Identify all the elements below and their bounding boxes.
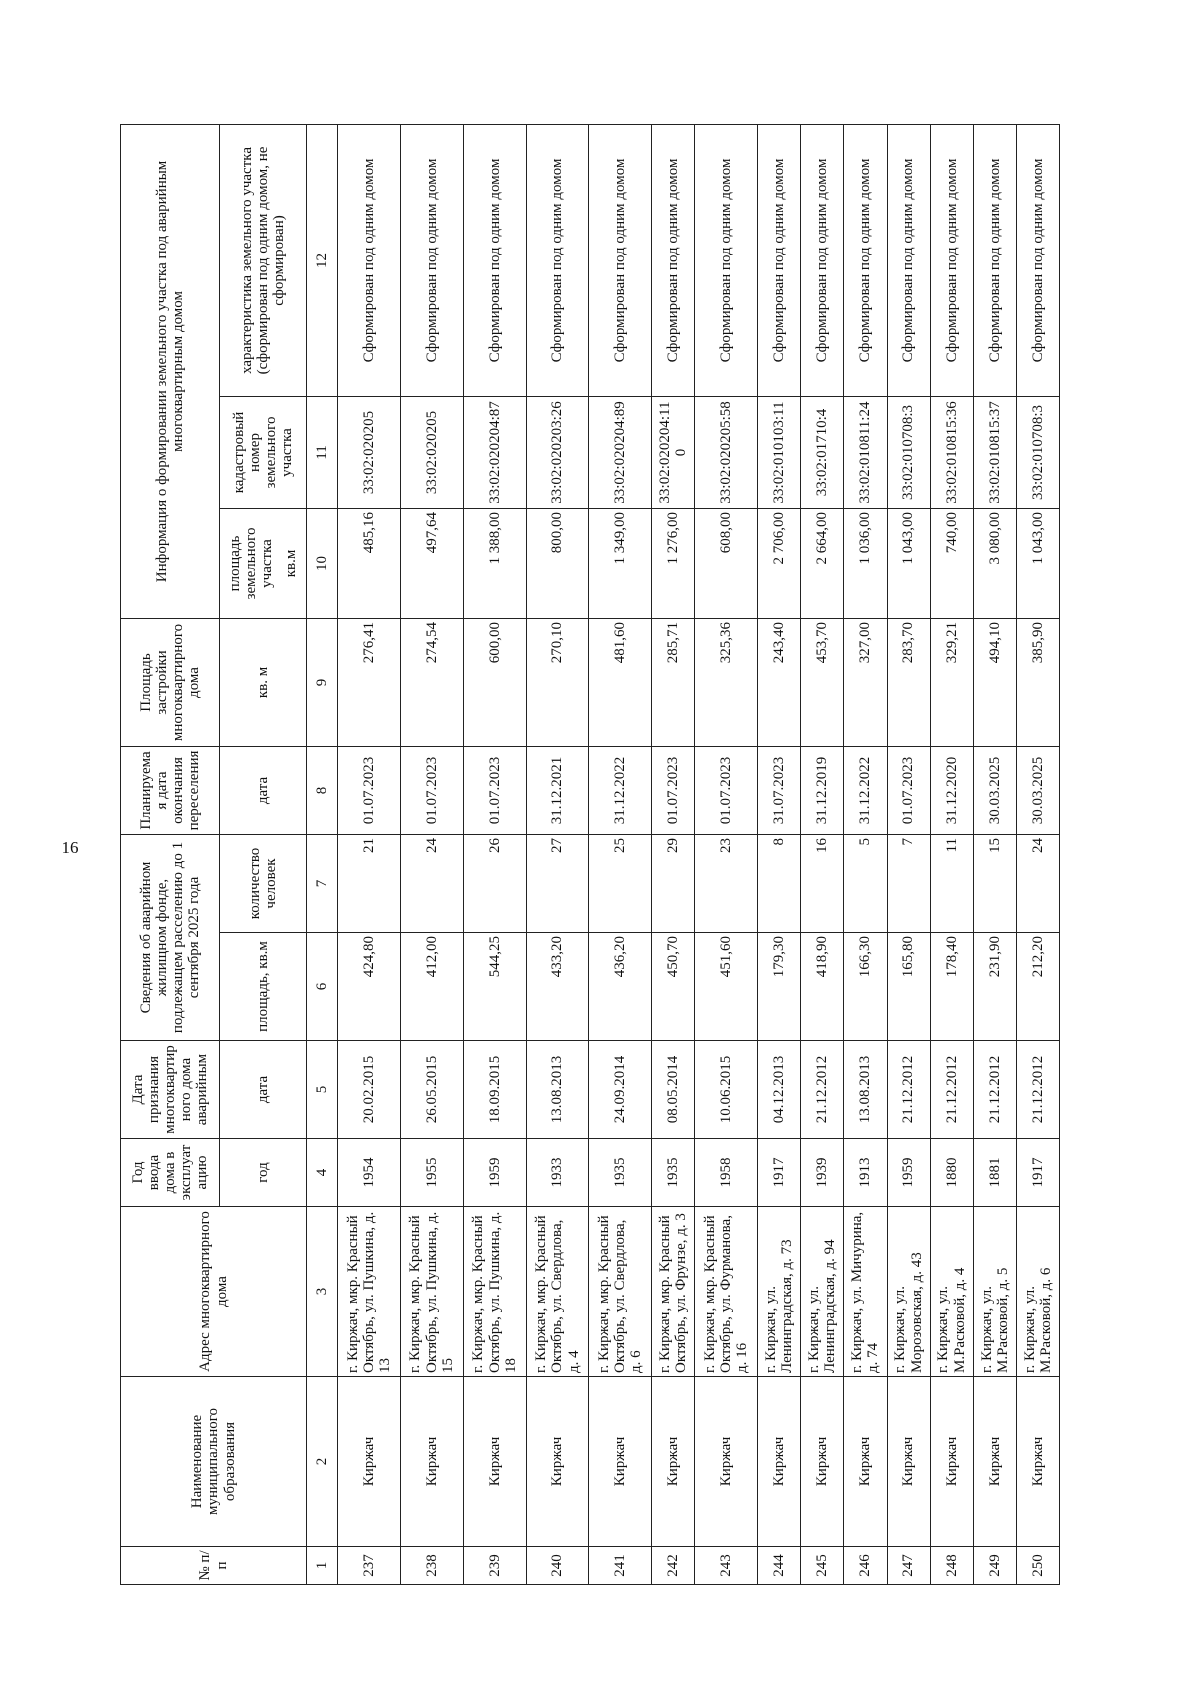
header-no: № п/п bbox=[121, 1547, 307, 1585]
column-number: 2 bbox=[307, 1377, 338, 1547]
page-number: 16 bbox=[61, 838, 79, 857]
column-number: 3 bbox=[307, 1207, 338, 1377]
row-no: 249 bbox=[973, 1547, 1016, 1585]
table-row bbox=[801, 124, 844, 1584]
subheader-people: количество человек bbox=[220, 834, 307, 932]
table-row bbox=[758, 124, 801, 1584]
row-no: 238 bbox=[400, 1547, 463, 1585]
row-land-characteristic: Сформирован под одним домом bbox=[758, 124, 801, 396]
row-year: 1935 bbox=[589, 1139, 652, 1207]
row-relocation-end: 31.12.2019 bbox=[801, 746, 844, 834]
table-row bbox=[400, 124, 463, 1584]
row-people: 24 bbox=[1016, 834, 1059, 932]
row-land-characteristic: Сформирован под одним домом bbox=[526, 124, 589, 396]
subheader-sqm: кв. м bbox=[220, 618, 307, 746]
row-people: 21 bbox=[338, 834, 401, 932]
row-building-area: 329,21 bbox=[930, 618, 973, 746]
row-emergency-area: 544,25 bbox=[463, 933, 526, 1041]
subheader-date: дата bbox=[220, 1041, 307, 1139]
subheader-year: год bbox=[220, 1139, 307, 1207]
table-row bbox=[1016, 124, 1059, 1584]
row-cadastral: 33:02:01710:4 bbox=[801, 396, 844, 508]
header-cadastral: кадастровый номер земельного участка bbox=[220, 396, 307, 508]
row-emergency-area: 179,30 bbox=[758, 933, 801, 1041]
row-recognition-date: 10.06.2015 bbox=[695, 1041, 758, 1139]
column-number: 9 bbox=[307, 618, 338, 746]
row-recognition-date: 21.12.2012 bbox=[1016, 1041, 1059, 1139]
row-address: г. Киржач, мкр. Красный Октябрь, ул. Свердлова, д. 6 bbox=[589, 1207, 652, 1377]
row-relocation-end: 30.03.2025 bbox=[973, 746, 1016, 834]
row-recognition-date: 26.05.2015 bbox=[400, 1041, 463, 1139]
row-municipality: Киржач bbox=[400, 1377, 463, 1547]
row-land-area: 497,64 bbox=[400, 508, 463, 618]
row-land-area: 1 043,00 bbox=[1016, 508, 1059, 618]
row-land-characteristic: Сформирован под одним домом bbox=[801, 124, 844, 396]
row-recognition-date: 21.12.2012 bbox=[801, 1041, 844, 1139]
row-building-area: 276,41 bbox=[338, 618, 401, 746]
row-land-area: 608,00 bbox=[695, 508, 758, 618]
row-building-area: 283,70 bbox=[887, 618, 930, 746]
row-land-area: 1 349,00 bbox=[589, 508, 652, 618]
row-municipality: Киржач bbox=[801, 1377, 844, 1547]
row-address: г. Киржач, мкр. Красный Октябрь, ул. Фрунзе, д. 3 bbox=[652, 1207, 695, 1377]
row-land-characteristic: Сформирован под одним домом bbox=[400, 124, 463, 396]
row-building-area: 327,00 bbox=[844, 618, 887, 746]
row-emergency-area: 450,70 bbox=[652, 933, 695, 1041]
row-cadastral: 33:02:020205:58 bbox=[695, 396, 758, 508]
row-municipality: Киржач bbox=[463, 1377, 526, 1547]
row-emergency-area: 231,90 bbox=[973, 933, 1016, 1041]
row-people: 27 bbox=[526, 834, 589, 932]
row-recognition-date: 21.12.2012 bbox=[973, 1041, 1016, 1139]
table-row bbox=[973, 124, 1016, 1584]
row-emergency-area: 451,60 bbox=[695, 933, 758, 1041]
row-year: 1917 bbox=[1016, 1139, 1059, 1207]
header-recognition-date: Дата признания многоквартирного дома аварийным bbox=[121, 1041, 220, 1139]
row-year: 1958 bbox=[695, 1139, 758, 1207]
row-cadastral: 33:02:010815:37 bbox=[973, 396, 1016, 508]
header-land-group: Информация о формировании земельного участка под аварийным многоквартирным домом bbox=[121, 124, 220, 618]
row-relocation-end: 01.07.2023 bbox=[652, 746, 695, 834]
header-year-built: Год ввода дома в эксплуатацию bbox=[121, 1139, 220, 1207]
column-number: 11 bbox=[307, 396, 338, 508]
row-municipality: Киржач bbox=[930, 1377, 973, 1547]
row-emergency-area: 418,90 bbox=[801, 933, 844, 1041]
row-people: 29 bbox=[652, 834, 695, 932]
row-address: г. Киржач, ул. М.Расковой, д. 4 bbox=[930, 1207, 973, 1377]
row-cadastral: 33:02:010708:3 bbox=[887, 396, 930, 508]
row-no: 244 bbox=[758, 1547, 801, 1585]
row-recognition-date: 21.12.2012 bbox=[887, 1041, 930, 1139]
row-building-area: 481,60 bbox=[589, 618, 652, 746]
row-relocation-end: 01.07.2023 bbox=[338, 746, 401, 834]
row-relocation-end: 31.07.2023 bbox=[758, 746, 801, 834]
row-year: 1881 bbox=[973, 1139, 1016, 1207]
row-land-area: 740,00 bbox=[930, 508, 973, 618]
row-people: 24 bbox=[400, 834, 463, 932]
header-land-area bbox=[220, 508, 307, 618]
row-building-area: 270,10 bbox=[526, 618, 589, 746]
row-municipality: Киржач bbox=[887, 1377, 930, 1547]
row-emergency-area: 424,80 bbox=[338, 933, 401, 1041]
row-land-characteristic: Сформирован под одним домом bbox=[844, 124, 887, 396]
row-address: г. Киржач, мкр. Красный Октябрь, ул. Свердлова, д. 4 bbox=[526, 1207, 589, 1377]
row-land-area: 1 036,00 bbox=[844, 508, 887, 618]
subheader-area: площадь, кв.м bbox=[220, 933, 307, 1041]
row-municipality: Киржач bbox=[844, 1377, 887, 1547]
row-address: г. Киржач, мкр. Красный Октябрь, ул. Фурманова, д. 16 bbox=[695, 1207, 758, 1377]
row-recognition-date: 04.12.2013 bbox=[758, 1041, 801, 1139]
row-no: 247 bbox=[887, 1547, 930, 1585]
row-municipality: Киржач bbox=[652, 1377, 695, 1547]
row-emergency-area: 178,40 bbox=[930, 933, 973, 1041]
row-municipality: Киржач bbox=[973, 1377, 1016, 1547]
row-year: 1935 bbox=[652, 1139, 695, 1207]
column-number: 8 bbox=[307, 746, 338, 834]
header-relocation-end: Планируемая дата окончания переселения bbox=[121, 746, 220, 834]
row-year: 1939 bbox=[801, 1139, 844, 1207]
row-emergency-area: 212,20 bbox=[1016, 933, 1059, 1041]
row-relocation-end: 01.07.2023 bbox=[695, 746, 758, 834]
row-address: г. Киржач, ул. М.Расковой, д. 5 bbox=[973, 1207, 1016, 1377]
header-emergency-group: Сведения об аварийном жилищном фонде, подлежащем расселению до 1 сентября 2025 года bbox=[121, 834, 220, 1040]
row-no: 239 bbox=[463, 1547, 526, 1585]
row-land-characteristic: Сформирован под одним домом bbox=[887, 124, 930, 396]
row-municipality: Киржач bbox=[526, 1377, 589, 1547]
row-building-area: 274,54 bbox=[400, 618, 463, 746]
row-building-area: 385,90 bbox=[1016, 618, 1059, 746]
table-row bbox=[652, 124, 695, 1584]
row-relocation-end: 31.12.2022 bbox=[589, 746, 652, 834]
row-land-area: 2 664,00 bbox=[801, 508, 844, 618]
row-cadastral: 33:02:020203:26 bbox=[526, 396, 589, 508]
row-cadastral: 33:02:010708:3 bbox=[1016, 396, 1059, 508]
row-land-area: 1 043,00 bbox=[887, 508, 930, 618]
header-municipality: Наименование муниципального образования bbox=[121, 1377, 307, 1547]
row-no: 240 bbox=[526, 1547, 589, 1585]
column-number: 12 bbox=[307, 124, 338, 396]
row-recognition-date: 13.08.2013 bbox=[526, 1041, 589, 1139]
row-land-area: 800,00 bbox=[526, 508, 589, 618]
table-row bbox=[589, 124, 652, 1584]
row-year: 1913 bbox=[844, 1139, 887, 1207]
row-land-characteristic: Сформирован под одним домом bbox=[652, 124, 695, 396]
row-address: г. Киржач, ул. Ленинградская, д. 73 bbox=[758, 1207, 801, 1377]
row-relocation-end: 31.12.2021 bbox=[526, 746, 589, 834]
row-land-characteristic: Сформирован под одним домом bbox=[338, 124, 401, 396]
row-land-characteristic: Сформирован под одним домом bbox=[930, 124, 973, 396]
column-number: 10 bbox=[307, 508, 338, 618]
row-address: г. Киржач, ул. Ленинградская, д. 94 bbox=[801, 1207, 844, 1377]
row-address: г. Киржач, мкр. Красный Октябрь, ул. Пушкина, д. 13 bbox=[338, 1207, 401, 1377]
header-address: Адрес многоквартирного дома bbox=[121, 1207, 307, 1377]
row-people: 5 bbox=[844, 834, 887, 932]
row-land-characteristic: Сформирован под одним домом bbox=[1016, 124, 1059, 396]
row-municipality: Киржач bbox=[1016, 1377, 1059, 1547]
row-address: г. Киржач, мкр. Красный Октябрь, ул. Пушкина, д. 18 bbox=[463, 1207, 526, 1377]
row-no: 243 bbox=[695, 1547, 758, 1585]
row-municipality: Киржач bbox=[338, 1377, 401, 1547]
row-no: 242 bbox=[652, 1547, 695, 1585]
row-cadastral: 33:02:020205 bbox=[400, 396, 463, 508]
row-building-area: 453,70 bbox=[801, 618, 844, 746]
row-land-area: 3 080,00 bbox=[973, 508, 1016, 618]
row-municipality: Киржач bbox=[695, 1377, 758, 1547]
row-emergency-area: 165,80 bbox=[887, 933, 930, 1041]
row-people: 25 bbox=[589, 834, 652, 932]
row-year: 1954 bbox=[338, 1139, 401, 1207]
header-building-area: Площадь застройки многоквартирного дома bbox=[121, 618, 220, 746]
row-address: г. Киржач, мкр. Красный Октябрь, ул. Пушкина, д. 15 bbox=[400, 1207, 463, 1377]
column-number: 6 bbox=[307, 933, 338, 1041]
header-land-area-label: площадь земельного участка bbox=[226, 527, 275, 600]
row-year: 1959 bbox=[463, 1139, 526, 1207]
row-relocation-end: 01.07.2023 bbox=[463, 746, 526, 834]
row-year: 1933 bbox=[526, 1139, 589, 1207]
table-row bbox=[930, 124, 973, 1584]
row-relocation-end: 30.03.2025 bbox=[1016, 746, 1059, 834]
subheader-date2: дата bbox=[220, 746, 307, 834]
row-year: 1955 bbox=[400, 1139, 463, 1207]
column-number: 4 bbox=[307, 1139, 338, 1207]
table-row bbox=[526, 124, 589, 1584]
row-cadastral: 33:02:020204:110 bbox=[652, 396, 695, 508]
row-cadastral: 33:02:010103:11 bbox=[758, 396, 801, 508]
row-year: 1880 bbox=[930, 1139, 973, 1207]
table-row bbox=[695, 124, 758, 1584]
column-number-row bbox=[307, 124, 338, 1584]
column-number: 7 bbox=[307, 834, 338, 932]
row-recognition-date: 08.05.2014 bbox=[652, 1041, 695, 1139]
row-people: 26 bbox=[463, 834, 526, 932]
row-relocation-end: 01.07.2023 bbox=[887, 746, 930, 834]
table-row bbox=[338, 124, 401, 1584]
row-people: 8 bbox=[758, 834, 801, 932]
column-number: 1 bbox=[307, 1547, 338, 1585]
rotated-table-container bbox=[120, 125, 1060, 1585]
row-address: г. Киржач, ул. Морозовская, д. 43 bbox=[887, 1207, 930, 1377]
header-land-characteristic: характеристика земельного участка (сформирован под одним домом, не сформирован) bbox=[220, 124, 307, 396]
row-land-area: 2 706,00 bbox=[758, 508, 801, 618]
table-row bbox=[887, 124, 930, 1584]
row-emergency-area: 433,20 bbox=[526, 933, 589, 1041]
row-no: 245 bbox=[801, 1547, 844, 1585]
row-year: 1959 bbox=[887, 1139, 930, 1207]
row-people: 7 bbox=[887, 834, 930, 932]
row-people: 11 bbox=[930, 834, 973, 932]
subheader-sqm2: кв.м bbox=[283, 549, 300, 578]
row-land-characteristic: Сформирован под одним домом bbox=[695, 124, 758, 396]
row-recognition-date: 18.09.2015 bbox=[463, 1041, 526, 1139]
row-relocation-end: 31.12.2022 bbox=[844, 746, 887, 834]
emergency-housing-table bbox=[120, 124, 1060, 1585]
row-cadastral: 33:02:010811:24 bbox=[844, 396, 887, 508]
row-people: 15 bbox=[973, 834, 1016, 932]
row-emergency-area: 436,20 bbox=[589, 933, 652, 1041]
row-no: 237 bbox=[338, 1547, 401, 1585]
row-building-area: 285,71 bbox=[652, 618, 695, 746]
row-no: 250 bbox=[1016, 1547, 1059, 1585]
row-no: 246 bbox=[844, 1547, 887, 1585]
row-land-area: 1 276,00 bbox=[652, 508, 695, 618]
row-building-area: 243,40 bbox=[758, 618, 801, 746]
row-land-characteristic: Сформирован под одним домом bbox=[973, 124, 1016, 396]
row-cadastral: 33:02:020204:87 bbox=[463, 396, 526, 508]
row-recognition-date: 13.08.2013 bbox=[844, 1041, 887, 1139]
row-relocation-end: 01.07.2023 bbox=[400, 746, 463, 834]
header-row bbox=[121, 124, 220, 1584]
row-municipality: Киржач bbox=[589, 1377, 652, 1547]
row-recognition-date: 24.09.2014 bbox=[589, 1041, 652, 1139]
row-municipality: Киржач bbox=[758, 1377, 801, 1547]
row-building-area: 494,10 bbox=[973, 618, 1016, 746]
row-address: г. Киржач, ул. Мичурина, д. 74 bbox=[844, 1207, 887, 1377]
row-recognition-date: 20.02.2015 bbox=[338, 1041, 401, 1139]
table-row bbox=[844, 124, 887, 1584]
row-cadastral: 33:02:010815:36 bbox=[930, 396, 973, 508]
row-cadastral: 33:02:020205 bbox=[338, 396, 401, 508]
row-building-area: 325,36 bbox=[695, 618, 758, 746]
row-cadastral: 33:02:020204:89 bbox=[589, 396, 652, 508]
row-land-area: 485,16 bbox=[338, 508, 401, 618]
column-number: 5 bbox=[307, 1041, 338, 1139]
row-emergency-area: 166,30 bbox=[844, 933, 887, 1041]
row-no: 241 bbox=[589, 1547, 652, 1585]
row-land-characteristic: Сформирован под одним домом bbox=[589, 124, 652, 396]
row-address: г. Киржач, ул. М.Расковой, д. 6 bbox=[1016, 1207, 1059, 1377]
row-relocation-end: 31.12.2020 bbox=[930, 746, 973, 834]
row-people: 23 bbox=[695, 834, 758, 932]
table-row bbox=[463, 124, 526, 1584]
row-land-characteristic: Сформирован под одним домом bbox=[463, 124, 526, 396]
row-land-area: 1 388,00 bbox=[463, 508, 526, 618]
row-building-area: 600,00 bbox=[463, 618, 526, 746]
row-emergency-area: 412,00 bbox=[400, 933, 463, 1041]
row-no: 248 bbox=[930, 1547, 973, 1585]
row-people: 16 bbox=[801, 834, 844, 932]
row-year: 1917 bbox=[758, 1139, 801, 1207]
row-recognition-date: 21.12.2012 bbox=[930, 1041, 973, 1139]
